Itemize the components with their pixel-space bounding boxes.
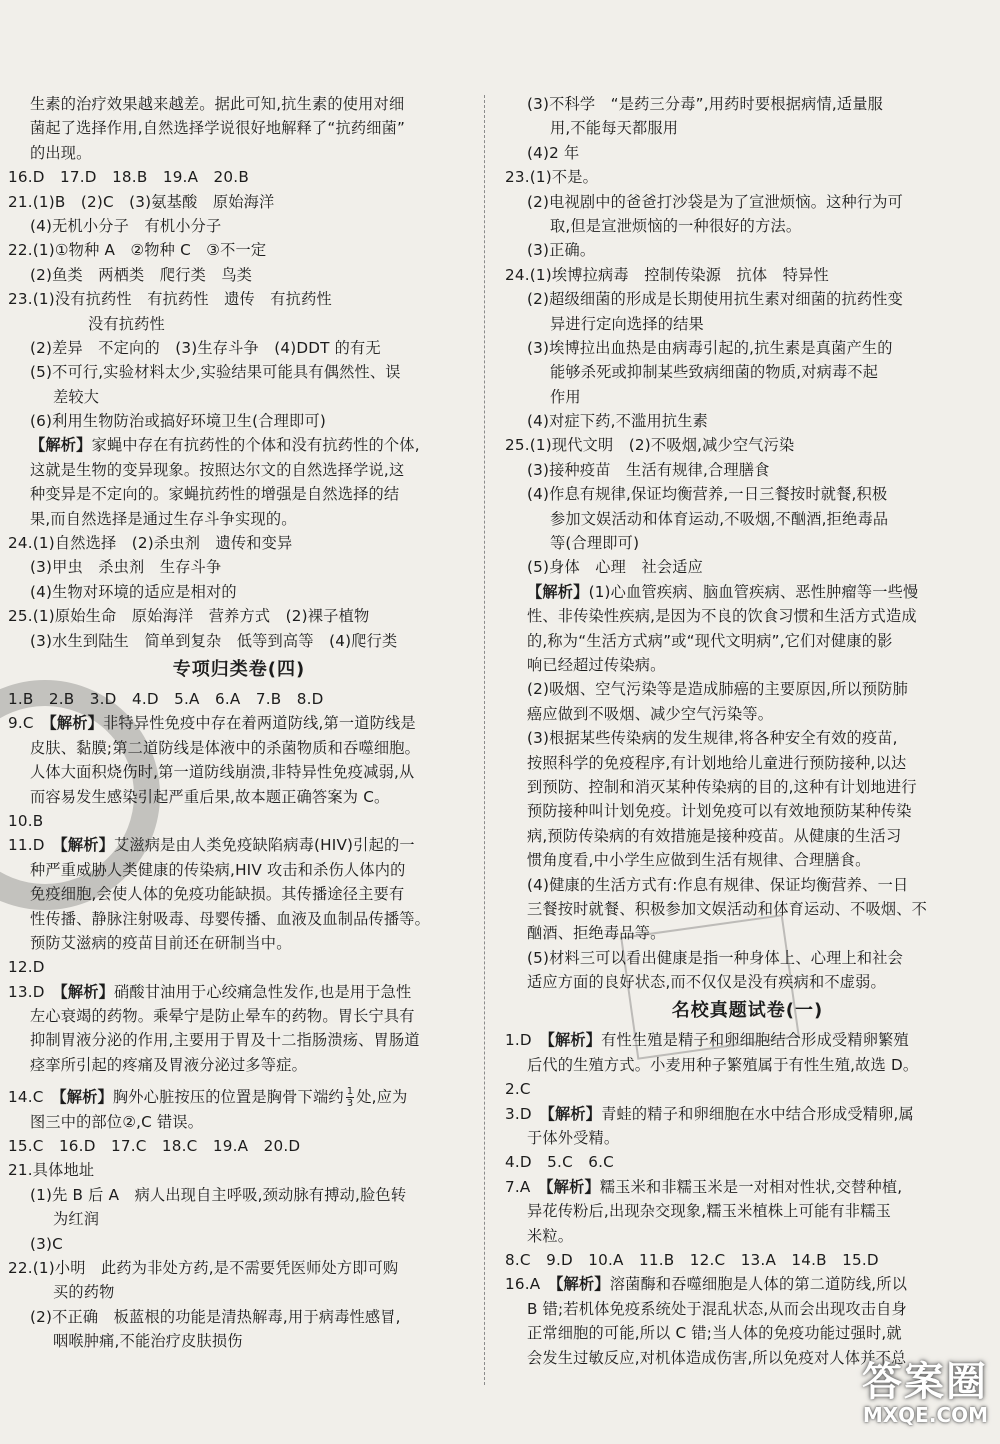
line-text: 10.B: [8, 811, 44, 830]
fraction-numerator: 1: [346, 1086, 354, 1098]
line-text: 13.D: [8, 982, 61, 1001]
text-line: [8, 1280, 470, 1304]
line-text: 的出现。: [30, 143, 92, 162]
text-line: [8, 907, 470, 931]
text-line: [8, 1110, 470, 1134]
line-text: 人体大面积烧伤时,第一道防线崩溃,非特异性免疫减弱,从: [30, 763, 415, 782]
line-text: (3)埃博拉出血热是由病毒引起的,抗生素是真菌产生的: [527, 338, 893, 357]
text-line: [505, 531, 990, 555]
analysis-tag: 【解析】: [555, 1275, 610, 1294]
line-text: 16.D 17.D 18.B 19.A 20.B: [8, 168, 249, 187]
text-line: [8, 263, 470, 287]
line-text: 有性生殖是精子和卵细胞结合形成受精卵繁殖: [601, 1031, 909, 1050]
watermark-logo: 答案圈: [862, 1359, 988, 1405]
line-text: (3)根据某些传染病的发生规律,将各种安全有效的疫苗,: [527, 729, 898, 748]
text-line: [505, 1077, 990, 1101]
text-line: [8, 238, 470, 262]
line-text: 皮肤、黏膜;第二道防线是体液中的杀菌物质和吞噬细胞。: [30, 738, 421, 757]
line-text: (2)电视剧中的爸爸打沙袋是为了宣泄烦恼。这种行为可: [527, 192, 904, 211]
line-text: 21.具体地址: [8, 1161, 95, 1180]
line-text: 胸外心脏按压的位置是胸骨下端约: [112, 1088, 344, 1107]
text-line: [505, 433, 990, 457]
text-line: [505, 141, 990, 165]
line-text: 非特异性免疫中存在着两道防线,第一道防线是: [103, 714, 416, 733]
text-line: [8, 785, 470, 809]
line-text: 惯角度看,中小学生应做到生活有规律、合理膳食。: [527, 851, 871, 870]
text-line: [8, 1232, 470, 1256]
text-line: [505, 702, 990, 726]
text-line: [8, 1207, 470, 1231]
line-text: 预防接种叫计划免疫。计划免疫可以有效地预防某种传染: [527, 802, 912, 821]
line-text: 1.D: [505, 1031, 548, 1050]
text-line: [8, 1134, 470, 1158]
line-text: 这就是生物的变异现象。按照达尔文的自然选择学说,这: [30, 460, 405, 479]
fraction: [346, 1086, 355, 1109]
text-line: [8, 116, 470, 140]
line-text: 作用: [550, 387, 581, 406]
text-line: [505, 555, 990, 579]
text-line: [505, 1150, 990, 1174]
line-text: (2)吸烟、空气污染等是造成肺癌的主要原因,所以预防肺: [527, 680, 909, 699]
line-text: (3)C: [30, 1234, 63, 1253]
line-text: 25.(1)原始生命 原始海洋 营养方式 (2)裸子植物: [8, 607, 370, 626]
line-text: (2)不正确 板蓝根的功能是清热解毒,用于病毒性感冒,: [30, 1307, 401, 1326]
text-line: [8, 433, 470, 457]
line-text: 22.(1)小明 此药为非处方药,是不需要凭医师处方即可购: [8, 1258, 399, 1277]
line-spacer: [8, 1077, 470, 1085]
text-line: [8, 1028, 470, 1052]
line-text: 14.C: [8, 1088, 59, 1107]
text-line: [505, 873, 990, 897]
text-line: [505, 116, 990, 140]
text-line: [505, 1297, 990, 1321]
text-line: [8, 385, 470, 409]
text-line: [505, 1126, 990, 1150]
text-line: [505, 897, 990, 921]
line-text: 糯玉米和非糯玉米是一对相对性状,交替种植,: [599, 1177, 903, 1196]
line-text: 能够杀死或抑制某些致病细菌的物质,对病毒不起: [550, 363, 879, 382]
text-line: [8, 711, 470, 735]
text-line: [505, 287, 990, 311]
line-text: 按照科学的免疫程序,有计划地给儿童进行预防接种,以达: [527, 753, 907, 772]
line-text: (4)对症下药,不滥用抗生素: [527, 412, 709, 431]
text-line: [8, 141, 470, 165]
text-line: [8, 555, 470, 579]
text-line: [505, 653, 990, 677]
line-text: 异花传粉后,出现杂交现象,糯玉米植株上可能有非糯玉: [527, 1202, 891, 1221]
text-line: [505, 580, 990, 604]
line-text: 4.D 5.C 6.C: [505, 1153, 614, 1172]
fraction-denominator: 3: [346, 1098, 354, 1110]
text-line: [505, 677, 990, 701]
text-line: [505, 799, 990, 823]
line-text: 23.(1)不是。: [505, 168, 599, 187]
text-line: [505, 92, 990, 116]
line-text: 癌应做到不吸烟、减少空气污染等。: [527, 704, 774, 723]
text-line: [8, 1256, 470, 1280]
line-text: (1)先 B 后 A 病人出现自主呼吸,颈动脉有搏动,脸色转: [30, 1185, 407, 1204]
text-line: [505, 848, 990, 872]
line-text: (4)2 年: [527, 143, 580, 162]
line-text: 米粒。: [527, 1226, 574, 1245]
text-line: [505, 604, 990, 628]
text-line: [505, 165, 990, 189]
line-text: 痉挛所引起的疼痛及胃液分泌过多等症。: [30, 1055, 307, 1074]
text-line: [505, 751, 990, 775]
text-line: [505, 238, 990, 262]
line-text: (4)生物对环境的适应是相对的: [30, 582, 237, 601]
line-text: 性、非传染性疾病,是因为不良的饮食习惯和生活方式造成: [527, 607, 917, 626]
analysis-tag: 【解析】: [58, 1088, 113, 1107]
text-line: [505, 1272, 990, 1296]
text-line: [8, 1158, 470, 1182]
text-line: [505, 1199, 990, 1223]
text-line: [8, 458, 470, 482]
text-line: [8, 736, 470, 760]
text-line: [505, 1224, 990, 1248]
line-text: (5)身体 心理 社会适应: [527, 558, 703, 577]
analysis-tag: 【解析】: [547, 1104, 602, 1123]
line-text: 16.A: [505, 1275, 556, 1294]
text-line: [505, 824, 990, 848]
line-text: 没有抗药性: [88, 314, 165, 333]
line-text: 图三中的部位②,C 错误。: [30, 1112, 204, 1131]
text-line: [8, 312, 470, 336]
text-line: [8, 1305, 470, 1329]
text-line: [8, 955, 470, 979]
text-line: [8, 507, 470, 531]
analysis-tag: 【解析】: [60, 982, 114, 1001]
line-text: 会发生过敏反应,对机体造成伤害,所以免疫对人体并不总: [527, 1348, 907, 1367]
line-text: 等(合理即可): [550, 534, 640, 553]
text-line: [505, 507, 990, 531]
text-line: [505, 214, 990, 238]
line-text: B 错;若机体免疫系统处于混乱状态,从而会出现攻击自身: [527, 1299, 907, 1318]
line-text: 果,而自然选择是通过生存斗争实现的。: [30, 509, 297, 528]
line-text: 24.(1)自然选择 (2)杀虫剂 遗传和变异: [8, 534, 293, 553]
line-text: (3)接种疫苗 生活有规律,合理膳食: [527, 460, 770, 479]
line-text: (3)正确。: [527, 241, 596, 260]
line-text: 2.C: [505, 1080, 531, 1099]
line-text: 3.D: [505, 1104, 548, 1123]
line-text: 抑制胃液分泌的作用,主要用于胃及十二指肠溃疡、胃肠道: [30, 1031, 420, 1050]
line-text: 艾滋病是由人类免疫缺陷病毒(HIV)引起的一: [114, 836, 415, 855]
text-line: [505, 385, 990, 409]
line-text: 差较大: [53, 387, 100, 406]
line-text: (1)心血管疾病、脑血管疾病、恶性肿瘤等一些慢: [588, 582, 919, 601]
text-line: [8, 833, 470, 857]
text-line: [505, 1321, 990, 1345]
text-line: [8, 809, 470, 833]
line-text: (2)超级细菌的形成是长期使用抗生素对细菌的抗药性变: [527, 290, 904, 309]
line-text: 23.(1)没有抗药性 有抗药性 遗传 有抗药性: [8, 290, 332, 309]
line-text: 三餐按时就餐、积极参加文娱活动和体育运动、不吸烟、不: [527, 899, 928, 918]
line-text: 病,预防传染病的有效措施是接种疫苗。从健康的生活习: [527, 826, 902, 845]
line-text: 左心衰竭的药物。乘晕宁是防止晕车的药物。胃长宁具有: [30, 1007, 415, 1026]
text-line: [505, 1102, 990, 1126]
line-text: 溶菌酶和吞噬细胞是人体的第二道防线,所以: [609, 1275, 908, 1294]
text-line: [505, 1175, 990, 1199]
section-heading: 专项归类卷(四): [172, 658, 306, 680]
line-text: 到预防、控制和消灭某种传染病的目的,这种有计划地进行: [527, 777, 917, 796]
handwritten-stamp-mark: [620, 914, 800, 1060]
section-heading: 名校真题试卷(一): [671, 1000, 824, 1022]
analysis-tag: 【解析】: [60, 836, 114, 855]
text-line: [505, 1248, 990, 1272]
line-text: 预防艾滋病的疫苗目前还在研制当中。: [30, 933, 292, 952]
text-line: [8, 287, 470, 311]
text-line: [8, 858, 470, 882]
text-line: [505, 190, 990, 214]
line-text: 响已经超过传染病。: [527, 655, 666, 674]
line-text: (3)水生到陆生 简单到复杂 低等到高等 (4)爬行类: [30, 631, 398, 650]
line-text: 8.C 9.D 10.A 11.B 12.C 13.A 14.B 15.D: [505, 1250, 879, 1269]
line-text: (4)作息有规律,保证均衡营养,一日三餐按时就餐,积极: [527, 485, 888, 504]
line-text: 种变异是不定向的。家蝇抗药性的增强是自然选择的结: [30, 485, 400, 504]
text-line: [505, 458, 990, 482]
line-text: 酗酒、拒绝毒品等。: [527, 924, 666, 943]
text-line: [8, 531, 470, 555]
text-line: [8, 1183, 470, 1207]
text-line: [505, 360, 990, 384]
line-text: 适应方面的良好状态,而不仅仅是没有疾病和不虚弱。: [527, 973, 886, 992]
line-text: 家蝇中存在有抗药性的个体和没有抗药性的个体,: [91, 436, 420, 455]
text-line: [505, 312, 990, 336]
line-text: (3)不科学 “是药三分毒”,用药时要根据病情,适量服: [527, 95, 884, 113]
text-line: [505, 726, 990, 750]
text-line: [505, 629, 990, 653]
line-text: 处,应为: [356, 1088, 408, 1107]
analysis-tag: 【解析】: [547, 1031, 602, 1050]
text-line: [8, 931, 470, 955]
line-text: 生素的治疗效果越来越差。据此可知,抗生素的使用对细: [30, 95, 405, 113]
text-line: [505, 263, 990, 287]
left-column: [8, 92, 470, 1354]
text-line: [505, 1053, 990, 1077]
column-divider: [484, 95, 485, 1385]
analysis-tag: 【解析】: [545, 1177, 600, 1196]
line-text: 异进行定向选择的结果: [550, 314, 704, 333]
line-text: (4)无机小分子 有机小分子: [30, 216, 222, 235]
text-line: [8, 980, 470, 1004]
line-text: 性传播、静脉注射吸毒、母婴传播、血液及血制品传播等。: [30, 909, 431, 928]
text-line: [8, 360, 470, 384]
line-text: 用,不能每天都服用: [550, 119, 679, 138]
text-line: [8, 1004, 470, 1028]
text-line: [505, 336, 990, 360]
analysis-tag: 【解析】: [527, 582, 589, 601]
line-text: 于体外受精。: [527, 1129, 620, 1148]
line-text: 后代的生殖方式。小麦用种子繁殖属于有性生殖,故选 D。: [527, 1055, 919, 1074]
right-column: [505, 92, 990, 1370]
line-text: (4)健康的生活方式有:作息有规律、保证均衡营养、一日: [527, 875, 909, 894]
text-line: [8, 580, 470, 604]
text-line: [505, 775, 990, 799]
site-watermark: [798, 1360, 988, 1430]
text-line: [8, 629, 470, 653]
line-text: 菌起了选择作用,自然选择学说很好地解释了“抗药细菌”: [30, 119, 406, 138]
line-text: 咽喉肿痛,不能治疗皮肤损伤: [53, 1332, 243, 1351]
text-line: [505, 409, 990, 433]
line-text: 24.(1)埃博拉病毒 控制传染源 抗体 特异性: [505, 265, 829, 284]
line-text: (5)材料三可以看出健康是指一种身体上、心理上和社会: [527, 948, 904, 967]
line-text: 青蛙的精子和卵细胞在水中结合形成受精卵,属: [601, 1104, 914, 1123]
analysis-tag: 【解析】: [30, 436, 92, 455]
line-text: 25.(1)现代文明 (2)不吸烟,减少空气污染: [505, 436, 795, 455]
text-line: [8, 1329, 470, 1353]
text-line: [8, 1085, 470, 1109]
line-text: 22.(1)①物种 A ②物种 C ③不一定: [8, 241, 267, 260]
text-line: [8, 604, 470, 628]
text-line: [8, 336, 470, 360]
text-line: [505, 482, 990, 506]
line-text: 取,但是宣泄烦恼的一种很好的方法。: [550, 216, 802, 235]
text-line: [8, 482, 470, 506]
line-text: 11.D: [8, 836, 61, 855]
text-line: [8, 687, 470, 711]
text-line: [8, 165, 470, 189]
line-text: 买的药物: [53, 1283, 115, 1302]
line-text: 21.(1)B (2)C (3)氨基酸 原始海洋: [8, 192, 275, 211]
watermark-url: MXQE.COM: [862, 1403, 988, 1427]
line-text: 的,称为“生活方式病”或“现代文明病”,它们对健康的影: [527, 631, 893, 650]
line-text: 1.B 2.B 3.D 4.D 5.A 6.A 7.B 8.D: [8, 689, 324, 708]
text-line: [8, 1053, 470, 1077]
line-text: 参加文娱活动和体育运动,不吸烟,不酗酒,拒绝毒品: [550, 509, 889, 528]
text-line: [8, 214, 470, 238]
line-text: (2)鱼类 两栖类 爬行类 鸟类: [30, 265, 253, 284]
text-line: [8, 882, 470, 906]
text-line: [8, 760, 470, 784]
line-text: (5)不可行,实验材料太少,实验结果可能具有偶然性、误: [30, 363, 401, 382]
line-text: (3)甲虫 杀虫剂 生存斗争: [30, 558, 222, 577]
line-text: 而容易发生感染引起严重后果,故本题正确答案为 C。: [30, 787, 390, 806]
line-text: 硝酸甘油用于心绞痛急性发作,也是用于急性: [114, 982, 412, 1001]
line-text: 免疫细胞,会使人体的免疫功能缺损。其传播途径主要有: [30, 885, 405, 904]
line-text: 为红润: [53, 1210, 100, 1229]
line-text: 种严重威胁人类健康的传染病,HIV 攻击和杀伤人体内的: [30, 860, 406, 879]
line-text: 9.C: [8, 714, 50, 733]
text-line: [8, 409, 470, 433]
line-text: 12.D: [8, 958, 45, 977]
line-text: 正常细胞的可能,所以 C 错;当人体的免疫功能过强时,就: [527, 1324, 902, 1343]
line-text: 7.A: [505, 1177, 546, 1196]
line-text: (2)差异 不定向的 (3)生存斗争 (4)DDT 的有无: [30, 338, 381, 357]
text-line: [8, 92, 470, 116]
line-text: (6)利用生物防治或搞好环境卫生(合理即可): [30, 412, 326, 431]
line-text: 15.C 16.D 17.C 18.C 19.A 20.D: [8, 1137, 301, 1156]
analysis-tag: 【解析】: [49, 714, 104, 733]
text-line: [8, 190, 470, 214]
